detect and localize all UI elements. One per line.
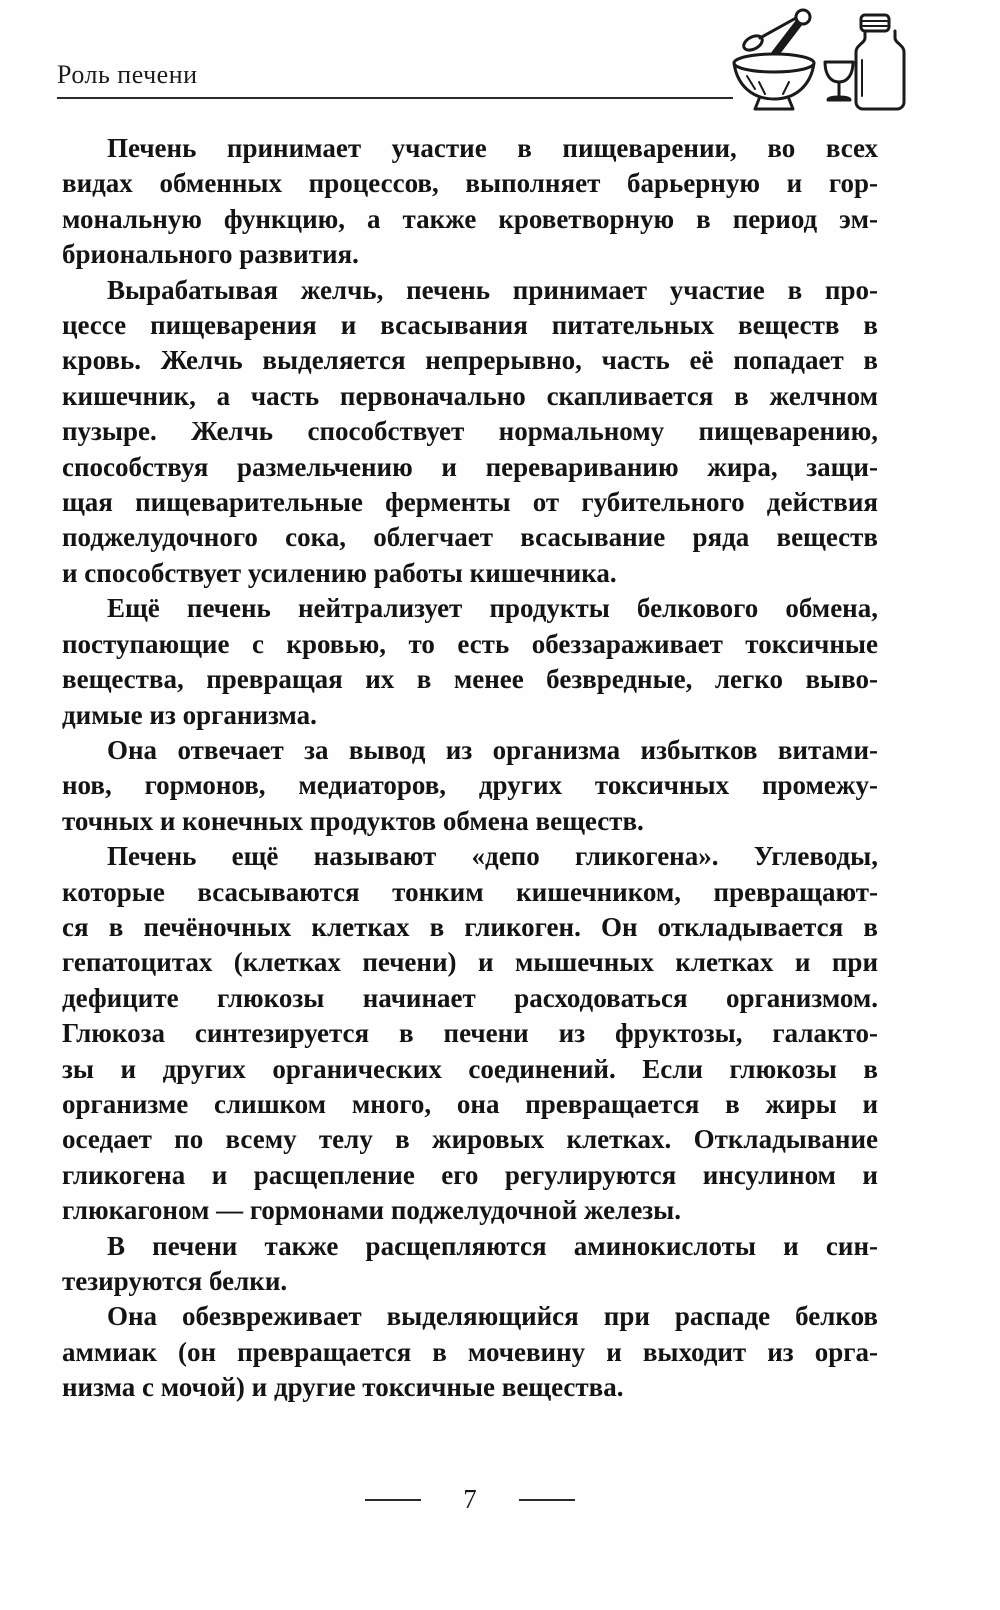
text-line: Она отвечает за вывод из организма избытков витами- xyxy=(107,734,878,765)
text-line: В печени также расщепляются аминокислоты и син- xyxy=(107,1230,878,1261)
paragraph xyxy=(62,839,878,1228)
text-line: мональную функцию, а также кроветворную в период эм- xyxy=(62,203,878,234)
text-line: поступающие с кровью, то есть обеззараживает токсичные xyxy=(62,628,878,659)
text-line: глюкагоном — гормонами поджелудочной железы. xyxy=(62,1195,681,1226)
paragraph xyxy=(62,733,878,839)
text-line: гликогена и расщепление его регулируются инсулином и xyxy=(62,1159,878,1190)
footer-right-dash xyxy=(519,1499,575,1501)
text-line: Печень принимает участие в пищеварении, во всех xyxy=(107,133,878,163)
text-line: Глюкоза синтезируется в печени из фруктозы, галакто- xyxy=(62,1018,878,1049)
text-line: Вырабатывая желчь, печень принимает участие в про- xyxy=(107,274,878,305)
text-line: способствуя размельчению и перевариванию жира, защи- xyxy=(62,451,878,482)
text-line: брионального развития. xyxy=(62,239,359,270)
text-block xyxy=(62,131,878,1406)
header-rule xyxy=(57,97,733,99)
footer-left-dash xyxy=(365,1499,421,1501)
text-line: нов, гормонов, медиаторов, других токсичных промежу- xyxy=(62,770,878,801)
page-number: 7 xyxy=(463,1484,477,1514)
paragraph xyxy=(62,1299,878,1405)
text-line: и способствует усилению работы кишечника. xyxy=(62,557,617,588)
paragraph xyxy=(62,1229,878,1300)
page-footer xyxy=(62,1484,878,1515)
running-head-title: Роль печени xyxy=(57,60,198,89)
text-line: поджелудочного сока, облегчает всасывание ряда веществ xyxy=(62,522,878,553)
text-line: точных и конечных продуктов обмена веществ. xyxy=(62,805,644,836)
text-line: димые из организма. xyxy=(62,699,317,730)
text-line: кишечник, а часть первоначально скапливается в желчном xyxy=(62,380,878,411)
text-line: Она обезвреживает выделяющийся при распаде белков xyxy=(107,1301,878,1332)
mortar-pestle-goblet-bottle-icon xyxy=(728,4,910,118)
paragraph xyxy=(62,131,878,273)
text-line: которые всасываются тонким кишечником, превращают- xyxy=(62,876,878,907)
text-line: щая пищеварительные ферменты от губительного действия xyxy=(62,487,878,518)
text-line: Печень ещё называют «депо гликогена». Углеводы, xyxy=(107,841,878,872)
text-line: гепатоцитах (клетках печени) и мышечных клетках и при xyxy=(62,947,878,978)
text-line: низма с мочой) и другие токсичные вещества. xyxy=(62,1372,624,1403)
text-line: дефиците глюкозы начинает расходоваться организмом. xyxy=(62,982,878,1013)
text-line: организме слишком много, она превращается в жиры и xyxy=(62,1088,878,1119)
text-line: вещества, превращая их в менее безвредные, легко выво- xyxy=(62,664,878,695)
text-line: тезируются белки. xyxy=(62,1266,288,1296)
text-line: цессе пищеварения и всасывания питательных веществ в xyxy=(62,310,878,341)
apothecary-illustration xyxy=(728,4,910,118)
text-line: кровь. Желчь выделяется непрерывно, часть её попадает в xyxy=(62,345,878,376)
text-line: ся в печёночных клетках в гликоген. Он откладывается в xyxy=(62,911,878,942)
text-line: видах обменных процессов, выполняет барьерную и гор- xyxy=(62,168,878,199)
text-line: оседает по всему телу в жировых клетках. Откладывание xyxy=(62,1124,878,1155)
text-line: Ещё печень нейтрализует продукты белкового обмена, xyxy=(107,593,878,624)
paragraph xyxy=(62,591,878,733)
paragraph xyxy=(62,273,878,592)
text-line: пузыре. Желчь способствует нормальному пищеварению, xyxy=(62,416,878,447)
text-line: зы и других органических соединений. Если глюкозы в xyxy=(62,1053,878,1084)
text-line: аммиак (он превращается в мочевину и выходит из орга- xyxy=(62,1336,878,1367)
